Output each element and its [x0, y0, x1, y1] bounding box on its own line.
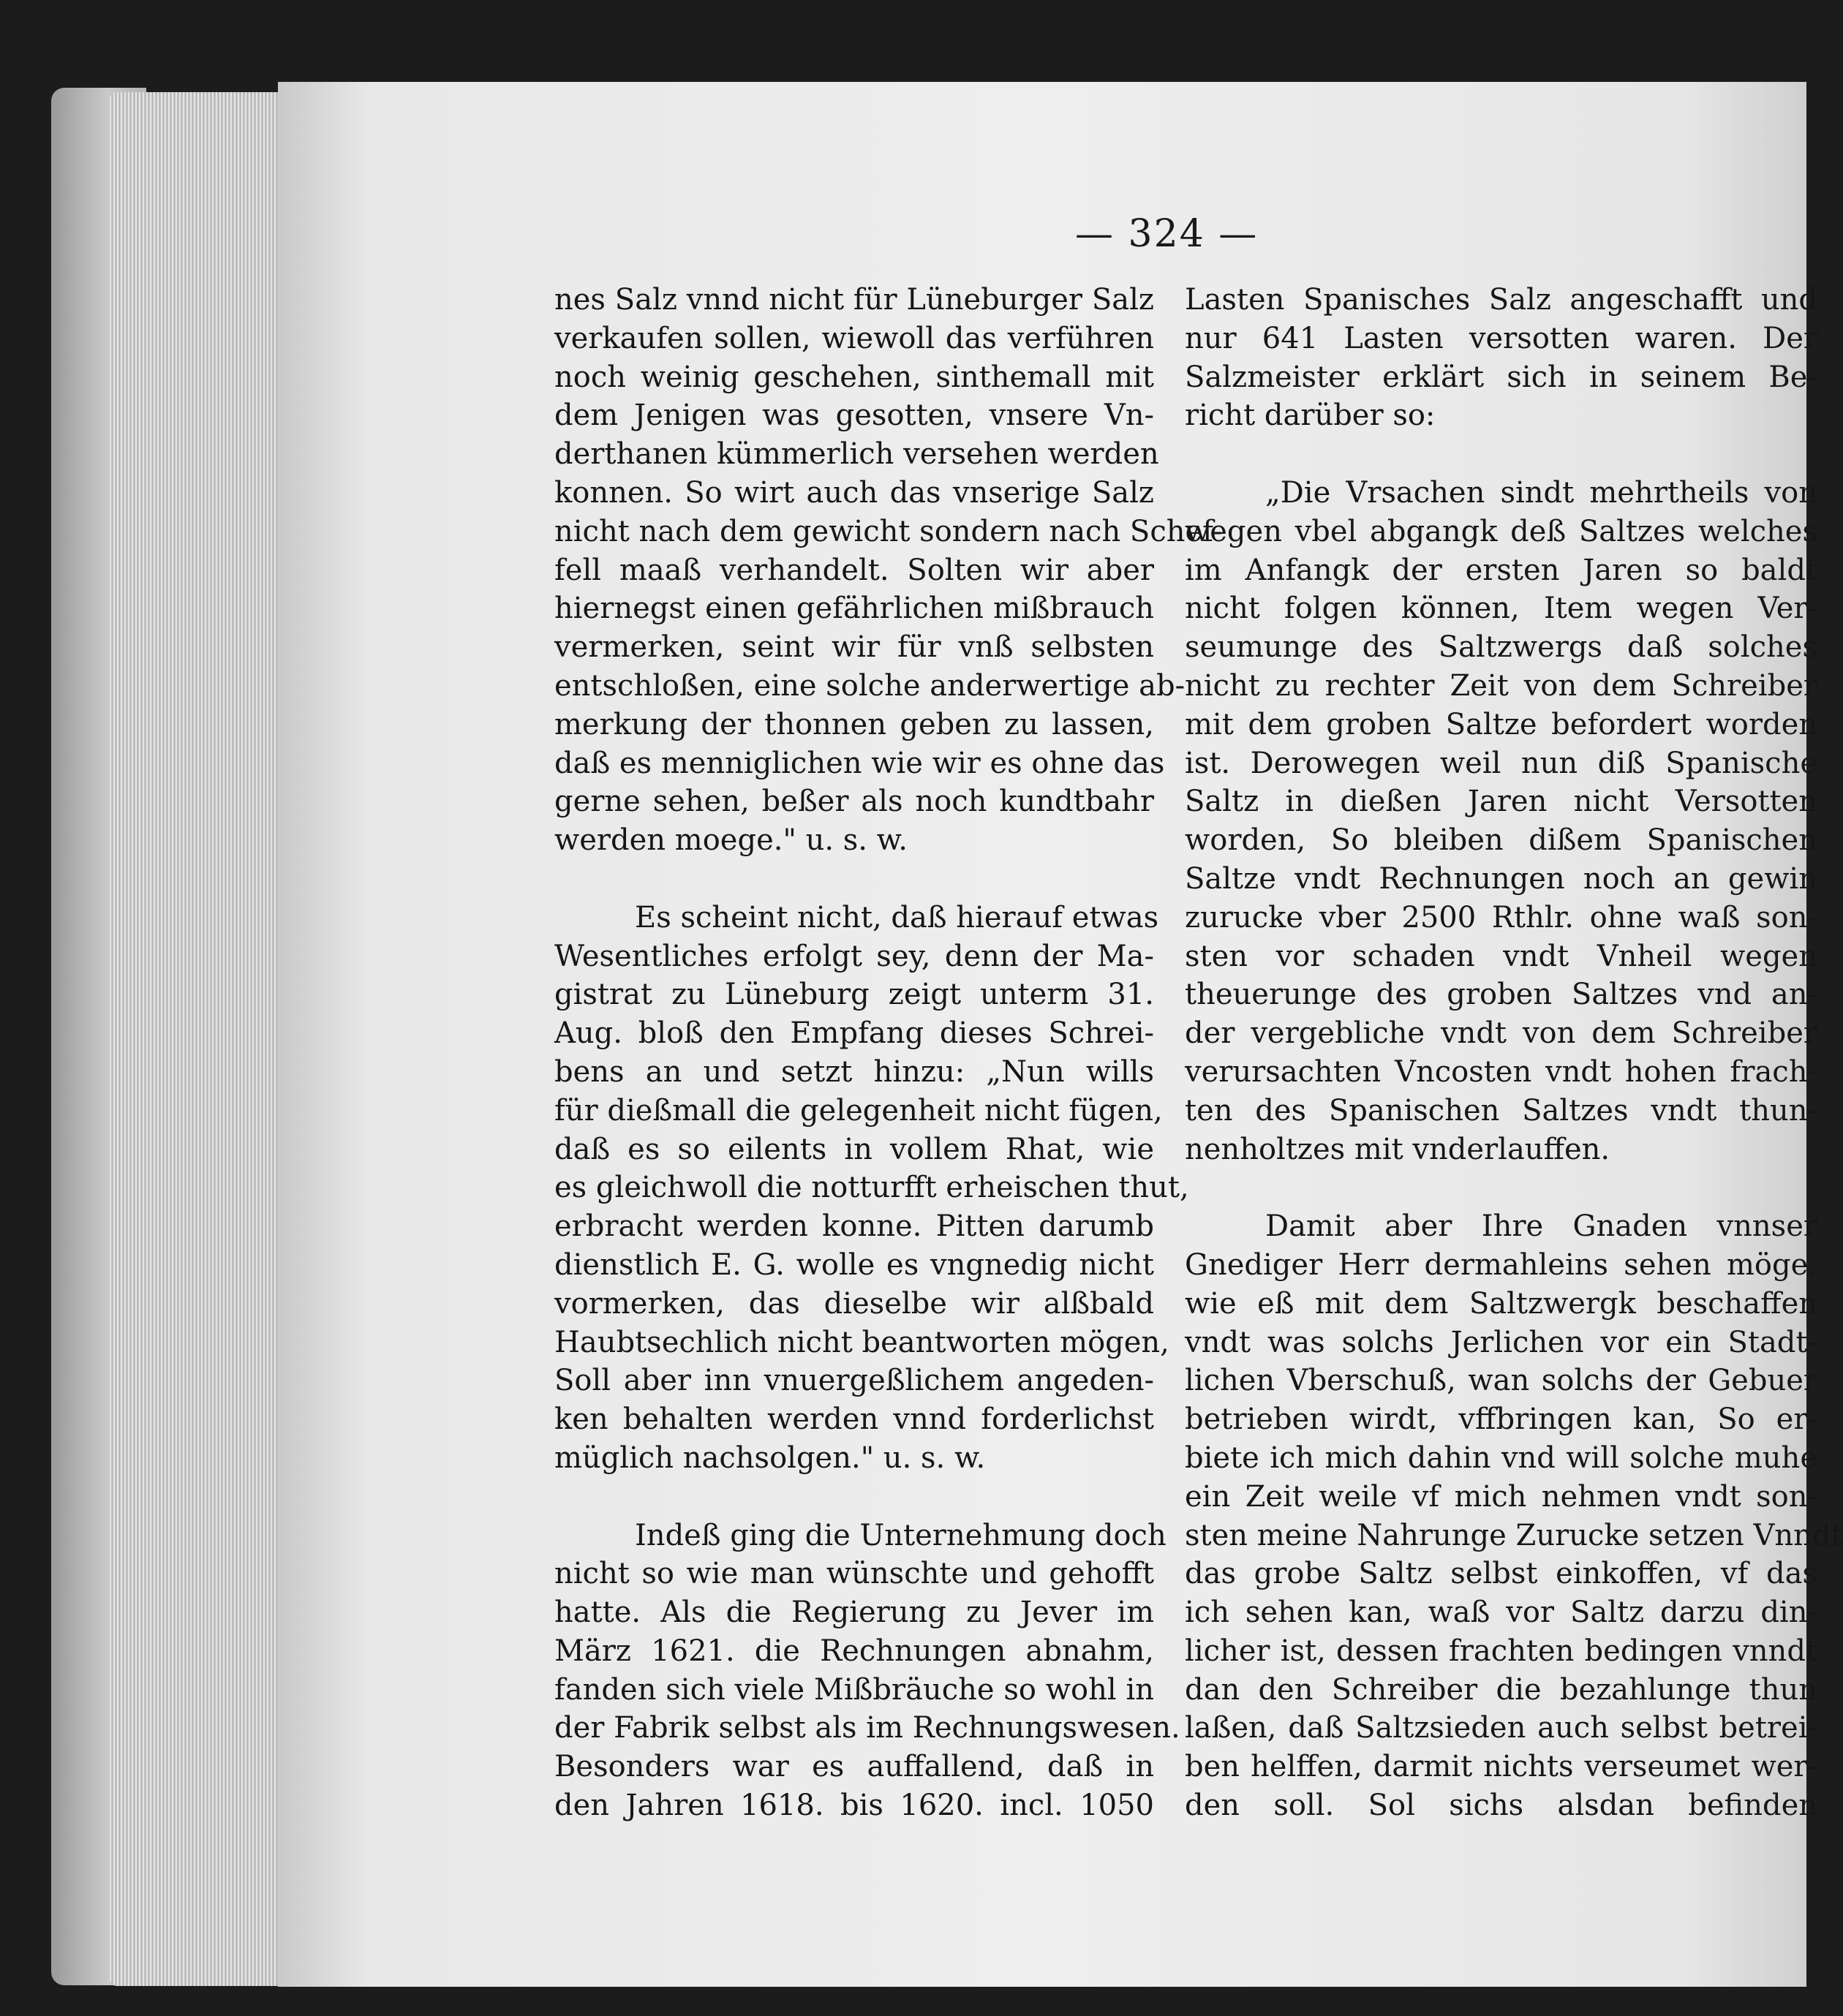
- text-line: derthanen kümmerlich versehen werden: [554, 437, 1159, 472]
- text-line: vormerken, das dieselbe wir alßbald: [554, 1286, 1154, 1321]
- text-line: noch weinig geschehen, sinthemall mit: [554, 360, 1154, 394]
- text-line: biete ich mich dahin vnd will solche muhe: [1185, 1441, 1817, 1475]
- text-line: ist. Derowegen weil nun diß Spanische: [1185, 746, 1817, 780]
- text-line: es gleichwoll die notturfft erheischen thut,: [554, 1171, 1189, 1205]
- text-line: betrieben wirdt, vffbringen kan, So er-: [1185, 1402, 1817, 1437]
- text-line: Soll aber inn vnuergeßlichem angeden-: [554, 1364, 1154, 1398]
- text-line: worden, So bleiben dißem Spanischen: [1185, 823, 1817, 858]
- text-line: konnen. So wirt auch das vnserige Salz: [554, 475, 1154, 510]
- text-line: den soll. Sol sichs alsdan befinden: [1185, 1789, 1817, 1823]
- text-line: nicht folgen können, Item wegen Ver-: [1185, 592, 1817, 626]
- text-line: der Fabrik selbst als im Rechnungswesen.: [554, 1711, 1180, 1745]
- text-line: im Anfangk der ersten Jaren so baldt: [1185, 553, 1817, 587]
- text-line: entschloßen, eine solche anderwertige ab-: [554, 668, 1186, 703]
- paragraph-gap: [554, 1478, 1154, 1517]
- text-line: laßen, daß Saltzsieden auch selbst betrei-: [1185, 1711, 1817, 1745]
- text-line: ben helffen, darmit nichts verseumet wer-: [1185, 1750, 1817, 1784]
- text-line: Haubtsechlich nicht beantworten mögen,: [554, 1325, 1169, 1359]
- text-line: nicht zu rechter Zeit von dem Schreiber: [1185, 668, 1817, 703]
- text-line: fell maaß verhandelt. Solten wir aber: [554, 553, 1154, 587]
- text-line: Indeß ging die Unternehmung doch: [635, 1518, 1167, 1552]
- text-line: daß es menniglichen wie wir es ohne das: [554, 746, 1165, 780]
- text-line: März 1621. die Rechnungen abnahm,: [554, 1634, 1154, 1668]
- text-line: Salzmeister erklärt sich in seinem Be-: [1185, 360, 1817, 394]
- left-column: [554, 281, 1223, 1825]
- text-line: verkaufen sollen, wiewoll das verführen: [554, 321, 1154, 355]
- text-line: nicht so wie man wünschte und gehofft: [554, 1557, 1154, 1591]
- text-line: Es scheint nicht, daß hierauf etwas: [635, 900, 1159, 935]
- text-line: den Jahren 1618. bis 1620. incl. 1050: [554, 1789, 1154, 1823]
- text-line: nes Salz vnnd nicht für Lüneburger Salz: [554, 283, 1154, 317]
- text-line: wegen vbel abgangk deß Saltzes welches: [1185, 514, 1817, 548]
- text-line: merkung der thonnen geben zu lassen,: [554, 707, 1154, 741]
- text-line: bens an und setzt hinzu: „Nun wills: [554, 1054, 1154, 1089]
- text-line: theuerunge des groben Saltzes vnd an-: [1185, 978, 1817, 1012]
- text-line: erbracht werden konne. Pitten darumb: [554, 1209, 1154, 1244]
- paragraph-gap: [1185, 1169, 1817, 1207]
- text-line: ein Zeit weile vf mich nehmen vndt son-: [1185, 1479, 1817, 1514]
- text-line: dem Jenigen was gesotten, vnsere Vn-: [554, 399, 1154, 433]
- text-line: wie eß mit dem Saltzwergk beschaffen: [1185, 1286, 1817, 1321]
- text-line: nenholtzes mit vnderlauffen.: [1185, 1132, 1610, 1166]
- text-line: lichen Vberschuß, wan solchs der Gebuer: [1185, 1364, 1817, 1398]
- text-line: richt darüber so:: [1185, 399, 1436, 433]
- text-line: Saltz in dießen Jaren nicht Versotten: [1185, 785, 1817, 819]
- text-line: licher ist, dessen frachten bedingen vnndt: [1185, 1634, 1817, 1668]
- text-line: das grobe Saltz selbst einkoffen, vf das: [1185, 1557, 1817, 1591]
- text-line: der vergebliche vndt von dem Schreiber: [1185, 1016, 1817, 1051]
- paragraph-gap: [1185, 435, 1817, 474]
- text-line: gerne sehen, beßer als noch kundtbahr: [554, 785, 1154, 819]
- text-line: für dießmall die gelegenheit nicht fügen,: [554, 1093, 1163, 1128]
- text-line: werden moege." u. s. w.: [554, 823, 908, 858]
- text-line: vermerken, seint wir für vnß selbsten: [554, 630, 1154, 665]
- paragraph-gap: [554, 860, 1154, 899]
- text-line: ten des Spanischen Saltzes vndt thun-: [1185, 1093, 1817, 1128]
- text-line: müglich nachsolgen." u. s. w.: [554, 1441, 986, 1475]
- text-line: Lasten Spanisches Salz angeschafft und: [1185, 283, 1817, 317]
- right-column: [1185, 281, 1843, 1825]
- text-line: nur 641 Lasten versotten waren. Der: [1185, 321, 1817, 355]
- text-line: daß es so eilents in vollem Rhat, wie: [554, 1132, 1154, 1166]
- text-line: Aug. bloß den Empfang dieses Schrei-: [554, 1016, 1154, 1051]
- page-number: — 324 —: [1075, 212, 1259, 256]
- text-line: ich sehen kan, waß vor Saltz darzu din-: [1185, 1596, 1817, 1630]
- text-line: gistrat zu Lüneburg zeigt unterm 31.: [554, 978, 1154, 1012]
- text-line: fanden sich viele Mißbräuche so wohl in: [554, 1672, 1154, 1707]
- text-line: ken behalten werden vnnd forderlichst: [554, 1402, 1154, 1437]
- text-line: Saltze vndt Rechnungen noch an gewin: [1185, 861, 1817, 896]
- text-line: „Die Vrsachen sindt mehrtheils von: [1265, 475, 1817, 510]
- text-line: sten vor schaden vndt Vnheil wegen: [1185, 939, 1817, 973]
- text-line: zurucke vber 2500 Rthlr. ohne waß son-: [1185, 900, 1817, 935]
- text-line: dan den Schreiber die bezahlunge thun: [1185, 1672, 1817, 1707]
- text-line: nicht nach dem gewicht sondern nach Schef-: [554, 514, 1223, 548]
- text-line: hatte. Als die Regierung zu Jever im: [554, 1596, 1154, 1630]
- text-line: Damit aber Ihre Gnaden vnnser: [1265, 1209, 1817, 1244]
- text-line: mit dem groben Saltze befordert worden: [1185, 707, 1817, 741]
- text-line: verursachten Vncosten vndt hohen frach-: [1185, 1054, 1817, 1089]
- text-line: Gnediger Herr dermahleins sehen möge,: [1185, 1247, 1817, 1282]
- text-line: seumunge des Saltzwergs daß solches: [1185, 630, 1817, 665]
- book-page: [278, 82, 1843, 1987]
- text-line: Wesentliches erfolgt sey, denn der Ma-: [554, 939, 1154, 973]
- text-line: Besonders war es auffallend, daß in: [554, 1750, 1154, 1784]
- text-line: hiernegst einen gefährlichen mißbrauch: [554, 592, 1154, 626]
- text-line: sten meine Nahrunge Zurucke setzen Vnndt: [1185, 1518, 1843, 1552]
- text-line: dienstlich E. G. wolle es vngnedig nicht: [554, 1247, 1154, 1282]
- text-line: vndt was solchs Jerlichen vor ein Stadt-: [1185, 1325, 1817, 1359]
- book: [51, 82, 1843, 1987]
